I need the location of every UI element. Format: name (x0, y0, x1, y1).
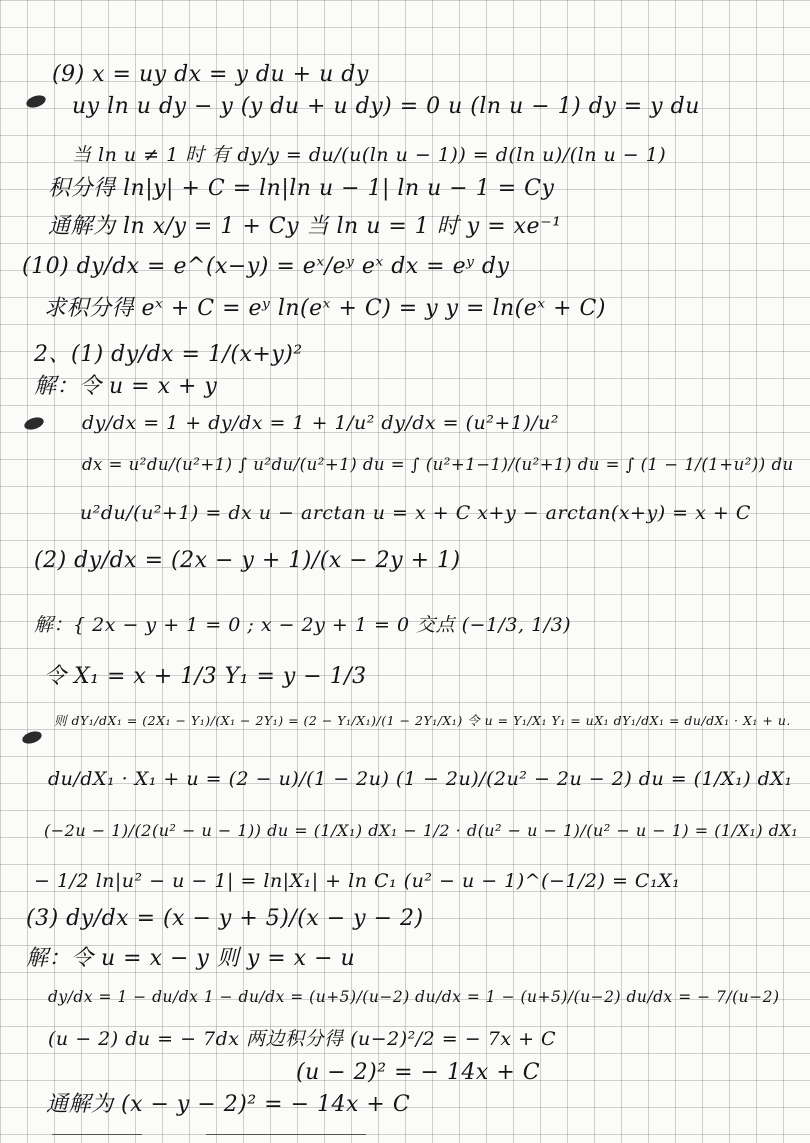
math-line: − 1/2 ln|u² − u − 1| = ln|X₁| + ln C₁ (u² − u − 1)^(−1/2) = C₁X₁ (34, 870, 681, 892)
math-line: uy ln u dy − y (y du + u dy) = 0 u (ln u − 1) dy = y du (72, 94, 700, 119)
math-line: 当 ln u ≠ 1 时 有 dy/y = du/(u(ln u − 1)) = d(ln u)/(ln u − 1) (72, 144, 667, 166)
math-line: 解：令 u = x − y 则 y = x − u (26, 946, 356, 971)
bottom-rule (206, 1134, 366, 1135)
binding-hole-mark (21, 729, 43, 746)
math-line: (3) dy/dx = (x − y + 5)/(x − y − 2) (26, 906, 424, 931)
math-line: 则 dY₁/dX₁ = (2X₁ − Y₁)/(X₁ − 2Y₁) = (2 − Y₁/X₁)/(1 − 2Y₁/X₁) 令 u = Y₁/X₁ Y₁ = uX₁ dY₁/dX₁ = du/dX₁ · X₁ + u. (54, 713, 791, 728)
binding-hole-mark (25, 93, 47, 110)
math-line: (2) dy/dx = (2x − y + 1)/(x − 2y + 1) (34, 548, 461, 573)
math-line: (u − 2) du = − 7dx 两边积分得 (u−2)²/2 = − 7x + C (48, 1028, 557, 1050)
math-line: 令 X₁ = x + 1/3 Y₁ = y − 1/3 (44, 664, 367, 689)
math-line: 2、(1) dy/dx = 1/(x+y)² (34, 342, 303, 367)
math-line: dy/dx = 1 − du/dx 1 − du/dx = (u+5)/(u−2) du/dx = 1 − (u+5)/(u−2) du/dx = − 7/(u−2) (48, 988, 780, 1006)
math-line: (10) dy/dx = e^(x−y) = eˣ/eʸ eˣ dx = eʸ dy (22, 254, 510, 279)
math-line: 解：{ 2x − y + 1 = 0 ; x − 2y + 1 = 0 交点 (−1/3, 1/3) (34, 614, 572, 636)
math-line: dy/dx = 1 + dy/dx = 1 + 1/u² dy/dx = (u²+1)/u² (82, 412, 560, 434)
math-line: (−2u − 1)/(2(u² − u − 1)) du = (1/X₁) dX₁ − 1/2 · d(u² − u − 1)/(u² − u − 1) = (1/X₁) dX₁ (44, 821, 799, 840)
math-line: 解：令 u = x + y (34, 374, 218, 399)
math-line: du/dX₁ · X₁ + u = (2 − u)/(1 − 2u) (1 − 2u)/(2u² − 2u − 2) du = (1/X₁) dX₁ (48, 768, 793, 790)
math-line: 通解为 ln x/y = 1 + Cy 当 ln u = 1 时 y = xe⁻¹ (48, 214, 562, 239)
math-line: 通解为 (x − y − 2)² = − 14x + C (46, 1092, 411, 1117)
math-line: 积分得 ln|y| + C = ln|ln u − 1| ln u − 1 = Cy (48, 176, 555, 201)
math-line: 求积分得 eˣ + C = eʸ ln(eˣ + C) = y y = ln(eˣ + C) (44, 296, 606, 321)
math-line: (9) x = uy dx = y du + u dy (52, 62, 369, 87)
math-line: (u − 2)² = − 14x + C (296, 1060, 541, 1085)
math-line: dx = u²du/(u²+1) ∫ u²du/(u²+1) du = ∫ (u²+1−1)/(u²+1) du = ∫ (1 − 1/(1+u²)) du (82, 455, 794, 474)
binding-hole-mark (23, 415, 45, 432)
bottom-rule (52, 1134, 142, 1135)
math-line: u²du/(u²+1) = dx u − arctan u = x + C x+y − arctan(x+y) = x + C (80, 502, 751, 524)
